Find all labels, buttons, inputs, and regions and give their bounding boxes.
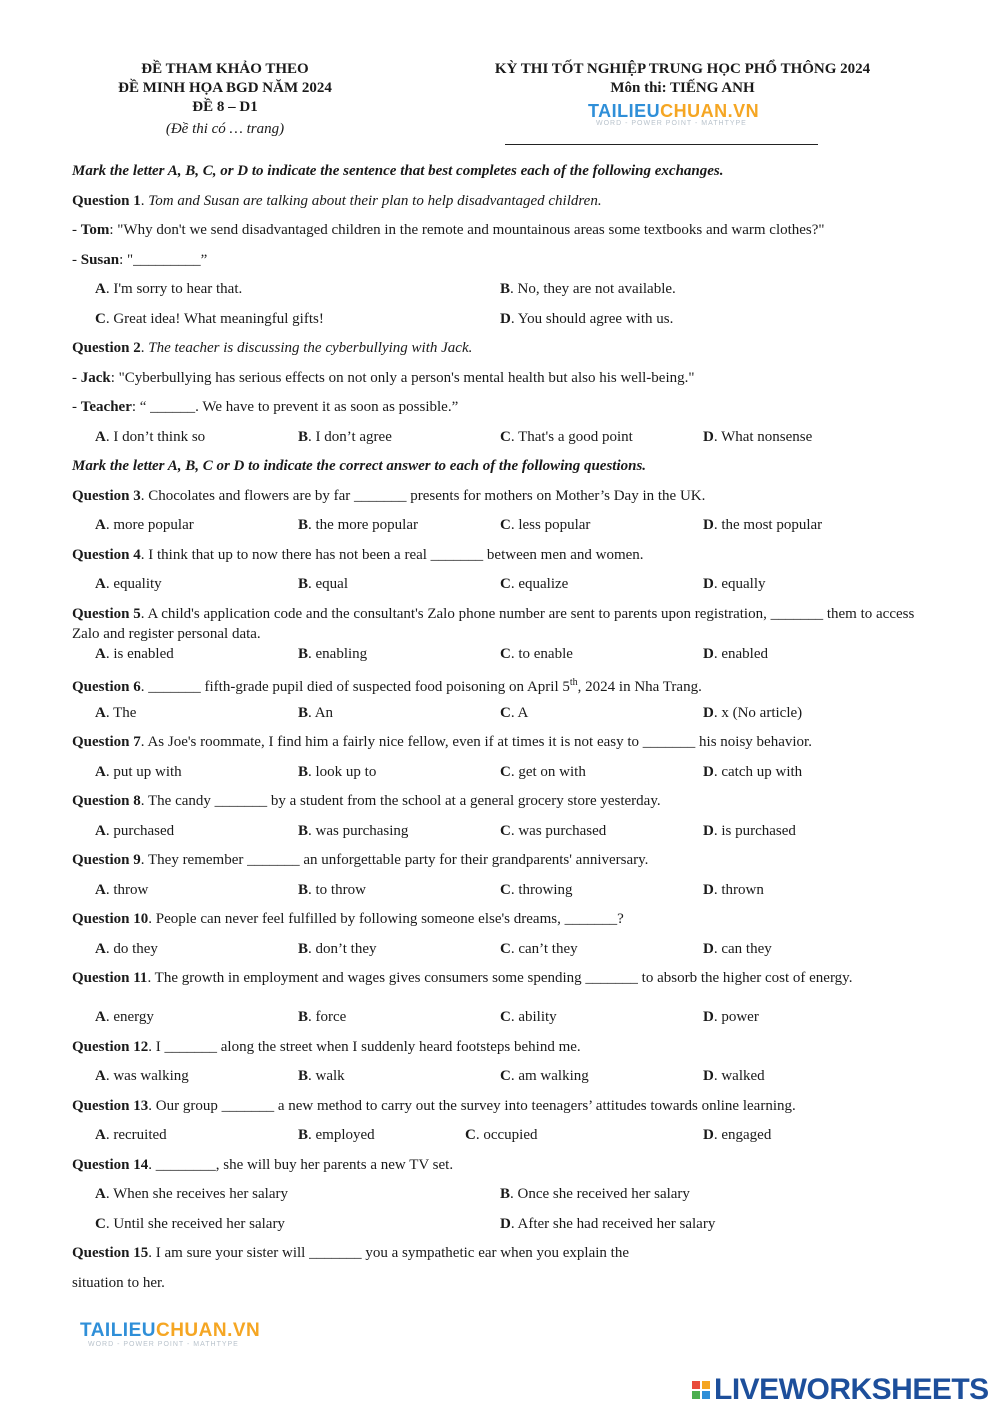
options-row [72,1007,922,1037]
option-d[interactable]: D. walked [703,1068,765,1084]
option-a[interactable]: A. put up with [95,763,182,780]
header-divider [505,144,818,145]
question-11: Question 11. The growth in employment and wages gives consumers some spending _______ to absorb the higher cost of energy. [72,970,853,986]
question-8: Question 8. The candy _______ by a student from the school at a general grocery store yesterday. [72,793,661,809]
dialogue-line: - Tom: "Why don't we send disadvantaged children in the remote and mountainous areas some textbooks and warm clothes?" [72,222,825,238]
option-d[interactable]: D. the most popular [703,517,823,533]
option-b[interactable]: B. don’t they [298,940,377,957]
exam-subject: Môn thi: TIẾNG ANH [610,80,755,96]
option-c[interactable]: C. ability [500,1009,557,1025]
header-left-line: ĐỀ THAM KHẢO THEO [141,61,309,77]
exam-body [72,161,922,1302]
options-row [72,574,922,604]
exam-title: KỲ THI TỐT NGHIỆP TRUNG HỌC PHỔ THÔNG 2024 [494,61,871,77]
options-row [72,644,922,674]
option-b[interactable]: B. was purchasing [298,822,409,839]
question-3: Question 3. Chocolates and flowers are by far _______ presents for mothers on Mother’s Day in the UK. [72,487,706,504]
options-row [72,279,922,309]
option-c[interactable]: C. get on with [500,763,586,780]
page-count-note: (Đề thi có … trang) [165,121,285,137]
option-c[interactable]: C. to enable [500,645,573,662]
option-d[interactable]: D. can they [703,940,772,957]
question-1: Question 1. Tom and Susan are talking about their plan to help disadvantaged children. [72,192,602,209]
options-row [72,427,922,457]
option-c[interactable]: C. occupied [465,1127,538,1143]
option-b[interactable]: B. force [298,1009,347,1025]
option-c[interactable]: C. throwing [500,881,573,898]
option-c[interactable]: C. am walking [500,1068,589,1084]
option-a[interactable]: A. energy [95,1009,154,1025]
options-row [72,1184,922,1214]
footer-logo-tagline: WORD - POWER POINT - MATHTYPE [88,1341,239,1348]
liveworksheets-mark-icon [692,1381,710,1399]
option-b[interactable]: B. An [298,704,334,721]
section-1-directions: Mark the letter A, B, C, or D to indicate the sentence that best completes each of the following exchanges. [72,163,724,179]
option-a[interactable]: A. is enabled [95,645,174,662]
option-b[interactable]: B. walk [298,1068,345,1084]
section-2-directions: Mark the letter A, B, C or D to indicate the correct answer to each of the following questions. [72,458,647,474]
option-a[interactable]: A. recruited [95,1127,167,1143]
liveworksheets-wordmark: LIVEWORKSHEETS [714,1373,989,1406]
option-b[interactable]: B. equal [298,576,348,592]
option-b[interactable]: B. employed [298,1127,375,1143]
question-9: Question 9. They remember _______ an unforgettable party for their grandparents' anniversary. [72,852,649,868]
options-row [72,821,922,851]
exam-reference-header [75,60,375,139]
question-5: Question 5. A child's application code and the consultant's Zalo phone number are sent to parents upon registration, _______ them to access Zalo and register personal data. [72,605,915,642]
option-d[interactable]: D. What nonsense [703,428,813,445]
options-row [72,1066,922,1096]
option-a[interactable]: A. I don’t think so [95,428,206,445]
option-a[interactable]: A. was walking [95,1068,189,1084]
option-a[interactable]: A. purchased [95,822,175,839]
tailieuchuan-logo: TAILIEUCHUAN.VN [588,101,760,121]
option-c[interactable]: C. equalize [500,576,569,592]
option-c[interactable]: C. Until she received her salary [95,1215,285,1232]
header-left-line: ĐỀ MINH HỌA BGD NĂM 2024 [118,80,332,96]
question-15-continued: situation to her. [72,1274,165,1291]
option-b[interactable]: B. the more popular [298,517,418,533]
option-d[interactable]: D. is purchased [703,822,796,839]
option-a[interactable]: A. throw [95,881,149,898]
liveworksheets-logo [692,1373,989,1407]
dialogue-line: - Jack: "Cyberbullying has serious effects on not only a person's mental health but also his well-being." [72,369,695,386]
question-10: Question 10. People can never feel fulfilled by following someone else's dreams, _______? [72,911,624,927]
logo-tagline: WORD - POWER POINT - MATHTYPE [596,120,747,127]
dialogue-line: - Teacher: “ ______. We have to prevent it as soon as possible.” [72,399,459,415]
question-4: Question 4. I think that up to now there has not been a real _______ between men and women. [72,546,644,563]
option-b[interactable]: B. look up to [298,763,377,780]
dialogue-line: - Susan: "_________” [72,251,208,268]
options-row [72,880,922,910]
option-d[interactable]: D. power [703,1009,759,1025]
question-14: Question 14. ________, she will buy her parents a new TV set. [72,1156,454,1173]
option-c[interactable]: C. less popular [500,517,591,533]
option-d[interactable]: D. thrown [703,881,764,898]
option-b[interactable]: B. No, they are not available. [500,281,676,297]
question-7: Question 7. As Joe's roommate, I find him a fairly nice fellow, even if at times it is not easy to _______ his noisy behavior. [72,734,812,750]
option-d[interactable]: D. x (No article) [703,704,803,721]
option-d[interactable]: D. equally [703,576,766,592]
option-c[interactable]: C. Great idea! What meaningful gifts! [95,310,324,327]
option-d[interactable]: D. catch up with [703,763,803,780]
option-c[interactable]: C. can’t they [500,940,578,957]
options-row [72,939,922,969]
option-b[interactable]: B. enabling [298,645,368,662]
option-a[interactable]: A. The [95,704,137,721]
option-d[interactable]: D. enabled [703,645,768,662]
option-b[interactable]: B. I don’t agree [298,428,392,445]
option-a[interactable]: A. do they [95,940,158,957]
option-d[interactable]: D. After she had received her salary [500,1215,716,1232]
header-left-line: ĐỀ 8 – D1 [192,99,258,115]
question-12: Question 12. I _______ along the street when I suddenly heard footsteps behind me. [72,1038,581,1055]
option-c[interactable]: C. was purchased [500,822,607,839]
option-a[interactable]: A. I'm sorry to hear that. [95,281,243,297]
options-row [72,309,922,339]
options-row [72,515,922,545]
options-row [72,762,922,792]
option-d[interactable]: D. You should agree with us. [500,310,674,327]
option-a[interactable]: A. equality [95,576,162,592]
footer-tailieuchuan-logo: TAILIEUCHUAN.VN [80,1320,261,1341]
option-a[interactable]: A. more popular [95,517,194,533]
options-row [72,703,922,733]
question-15: Question 15. I am sure your sister will _______ you a sympathetic ear when you explain the [72,1245,629,1261]
options-row [72,1125,922,1155]
question-6: Question 6. _______ fifth-grade pupil died of suspected food poisoning on April 5th, 2024 in Nha Trang. [72,677,702,695]
question-13: Question 13. Our group _______ a new method to carry out the survey into teenagers’ attitudes towards online learning. [72,1097,796,1114]
option-d[interactable]: D. engaged [703,1127,772,1143]
option-c[interactable]: C. That's a good point [500,428,633,445]
option-c[interactable]: C. A [500,704,529,721]
option-a[interactable]: A. When she receives her salary [95,1186,288,1202]
option-b[interactable]: B. Once she received her salary [500,1186,690,1202]
question-2: Question 2. The teacher is discussing the cyberbullying with Jack. [72,340,473,356]
exam-title-header [455,60,910,98]
option-b[interactable]: B. to throw [298,881,366,898]
options-row [72,1214,922,1244]
